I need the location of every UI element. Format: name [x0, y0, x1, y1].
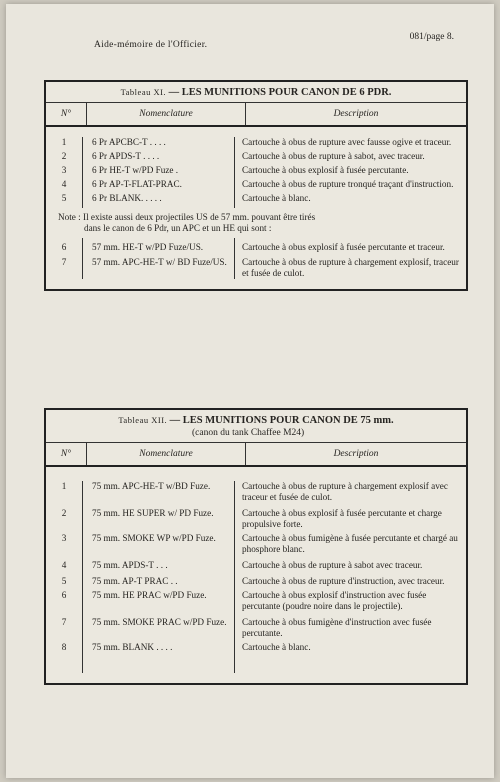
- table-xii-column-headers: N° Nomenclature Description: [46, 443, 466, 467]
- table-row: 7 75 mm. SMOKE PRAC w/PD Fuze. Cartouche à obus fumigène d'instruction avec fusée percutante.: [61, 617, 432, 638]
- table-xii-title: Tableau XII. — LES MUNITIONS POUR CANON DE 75 mm. (canon du tank Chaffee M24): [46, 410, 466, 443]
- table-row: 3 75 mm. SMOKE WP w/PD Fuze. Cartouche à obus fumigène à fusée percutante et chargé au phosphore blanc.: [61, 533, 458, 554]
- table-row: 2 6 Pr APDS-T . . . . Cartouche à obus de rupture à sabot, avec traceur.: [61, 151, 425, 161]
- table-row: 6 75 mm. HE PRAC w/PD Fuze. Cartouche à obus explosif d'instruction avec fusée percutante (poudre noire dans le projectile).: [61, 590, 427, 611]
- table-xi-note: Note : Il existe aussi deux projectiles US de 57 mm. pouvant être tirés dans le canon de 6 Pdr, un APC et un HE qui sont :: [46, 208, 466, 238]
- page-number: 081/page 8.: [409, 32, 454, 42]
- table-row: 3 6 Pr HE-T w/PD Fuze . Cartouche à obus explosif à fusée percutante.: [61, 165, 409, 175]
- table-xii-body: [46, 467, 466, 683]
- table-xi-title: Tableau XI. — LES MUNITIONS POUR CANON DE 6 PDR.: [46, 82, 466, 103]
- table-row: 4 75 mm. APDS-T . . . Cartouche à obus de rupture à sabot avec traceur.: [61, 560, 423, 570]
- table-row: 7 57 mm. APC-HE-T w/ BD Fuze/US. Cartouche à obus de rupture à chargement explosif, traceur et fusée de culot.: [61, 257, 459, 278]
- table-row: 5 75 mm. AP-T PRAC . . Cartouche à obus de rupture d'instruction, avec traceur.: [61, 576, 445, 586]
- table-row: 2 75 mm. HE SUPER w/ PD Fuze. Cartouche à obus explosif à fusée percutante et charge propulsive forte.: [61, 508, 442, 529]
- document-page: [6, 4, 494, 778]
- table-xi: [44, 80, 468, 291]
- table-row: 4 6 Pr AP-T-FLAT-PRAC. Cartouche à obus de rupture tronqué traçant d'instruction.: [61, 179, 454, 189]
- table-row: 5 6 Pr BLANK. . . . . Cartouche à blanc.: [61, 193, 311, 203]
- table-row: 1 75 mm. APC-HE-T w/BD Fuze. Cartouche à obus de rupture à chargement explosif avec traceur et fusée de culot.: [61, 481, 448, 502]
- table-xi-body: [46, 127, 466, 289]
- table-xi-column-headers: N° Nomenclature Description: [46, 103, 466, 127]
- table-row: 6 57 mm. HE-T w/PD Fuze/US. Cartouche à obus explosif à fusée percutante et traceur.: [61, 242, 445, 252]
- running-header: Aide-mémoire de l'Officier.: [94, 40, 208, 50]
- table-xii: [44, 408, 468, 685]
- table-row: 1 6 Pr APCBC-T . . . . Cartouche à obus de rupture avec fausse ogive et traceur.: [61, 137, 452, 147]
- table-row: 8 75 mm. BLANK . . . . Cartouche à blanc.: [61, 642, 311, 652]
